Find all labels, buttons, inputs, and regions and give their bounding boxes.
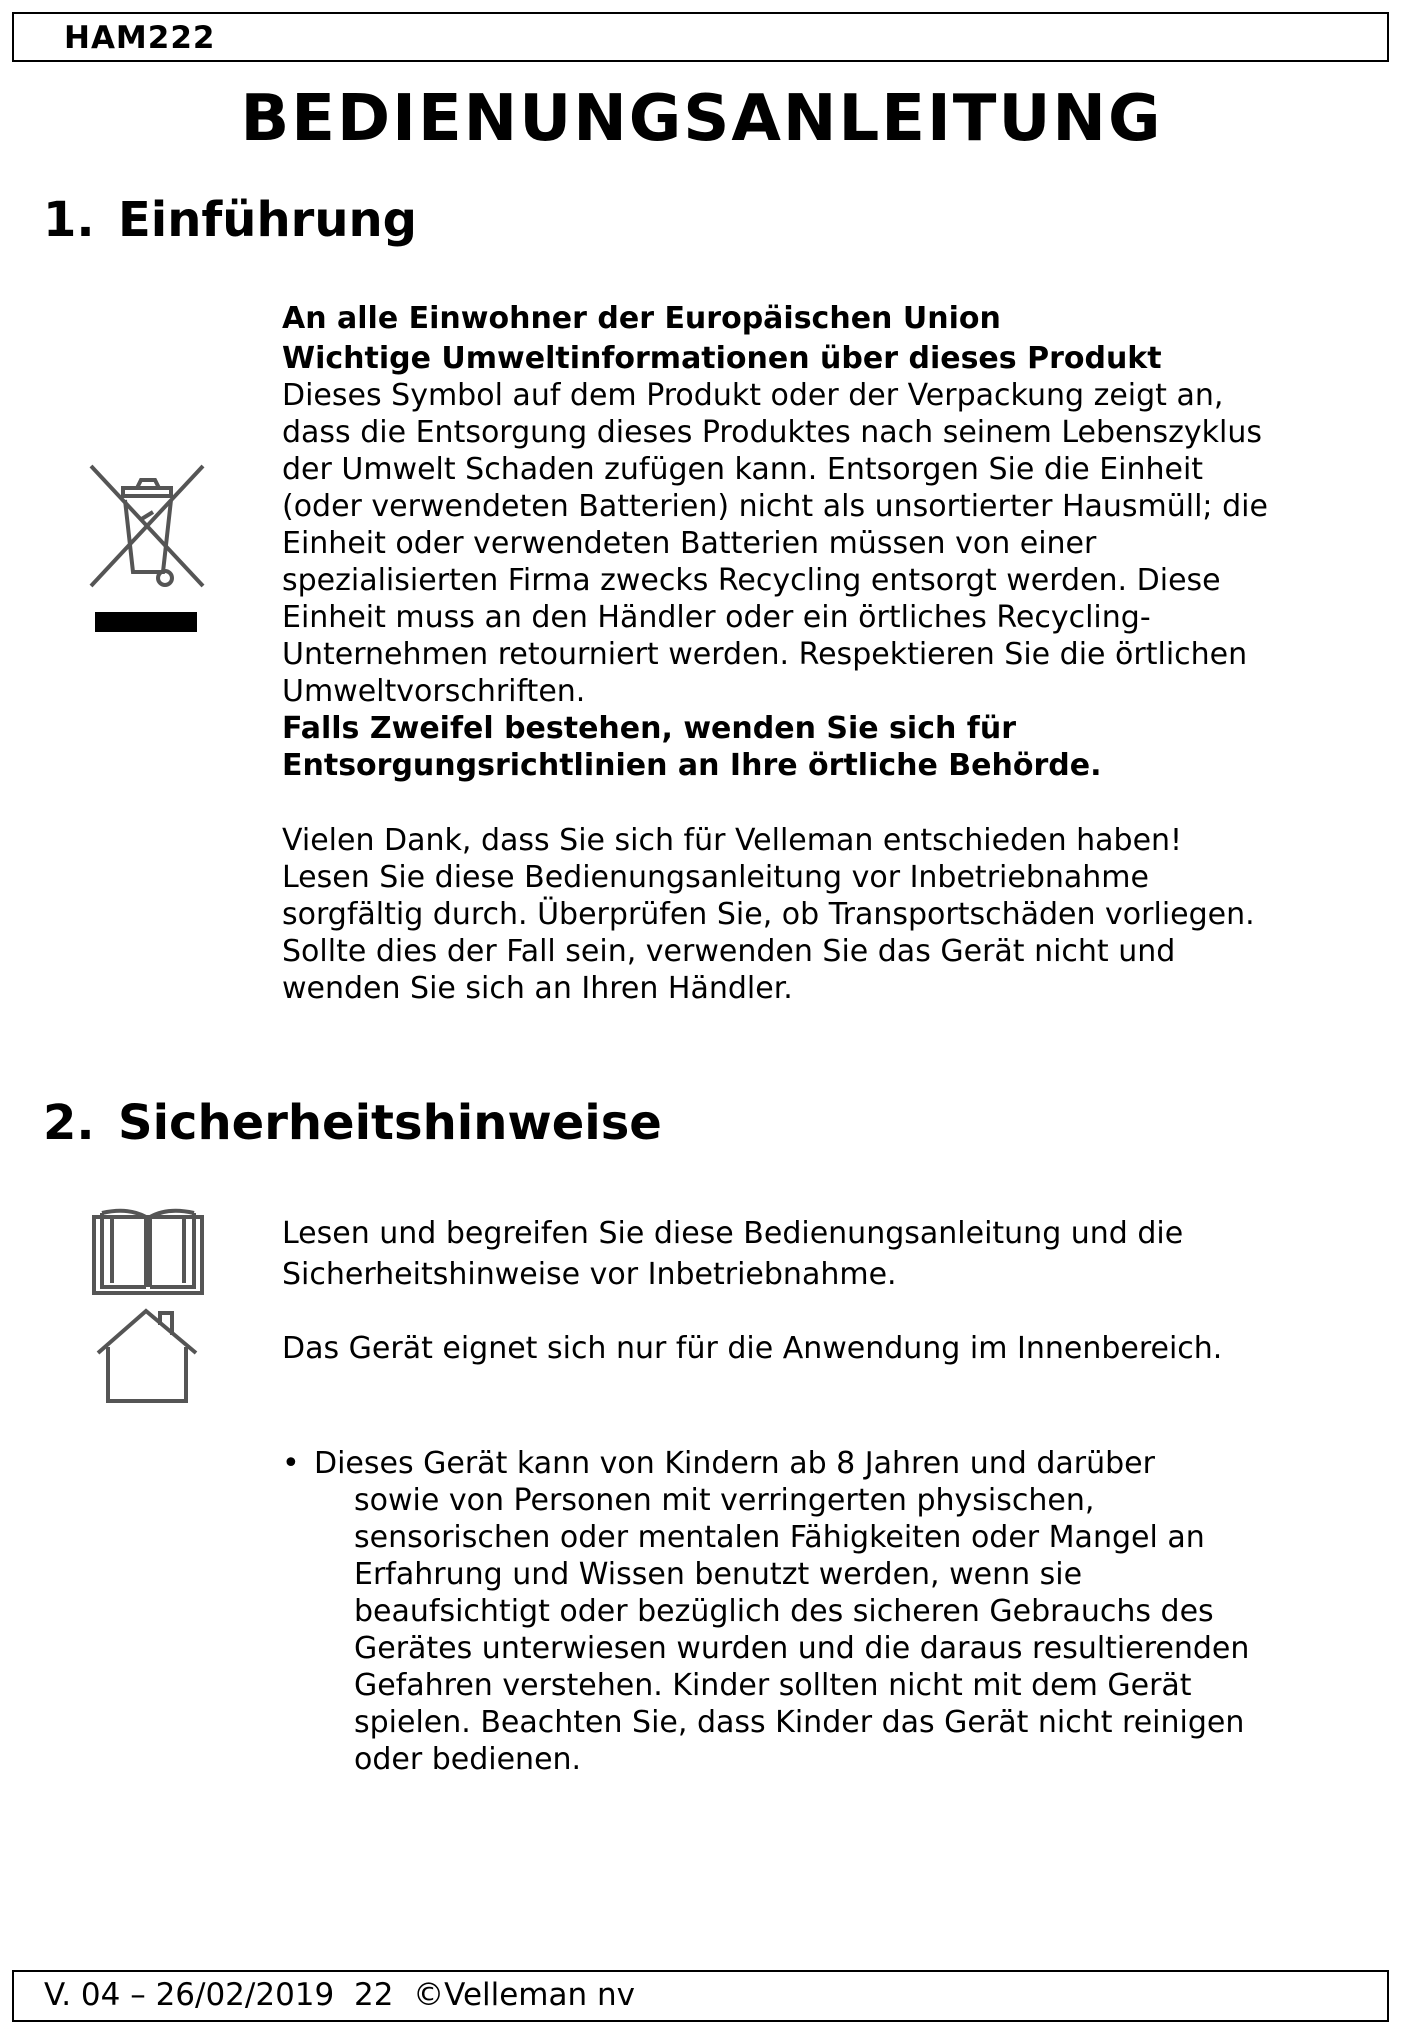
section-2-heading [43, 1095, 662, 1151]
environment-line: Unternehmen retourniert werden. Respektieren Sie die örtlichen [282, 637, 1248, 672]
environment-line: Einheit oder verwendeten Batterien müssen von einer [282, 526, 1097, 561]
list-item [282, 1445, 1362, 1778]
bullet-list [282, 1445, 1362, 1778]
thanks-line: wenden Sie sich an Ihren Händler. [282, 971, 793, 1006]
crossed-out-wheelie-bin-icon [85, 460, 215, 640]
section-2-number: 2. [43, 1095, 95, 1151]
bullet-line: spielen. Beachten Sie, dass Kinder das Gerät nicht reinigen [354, 1705, 1245, 1740]
environment-line: Dieses Symbol auf dem Produkt oder der Verpackung zeigt an, [282, 378, 1224, 413]
bullet-line: Dieses Gerät kann von Kindern ab 8 Jahren und darüber [314, 1446, 1155, 1481]
section-1-text [282, 300, 1342, 1007]
section-1-heading [43, 192, 417, 248]
footer-copyright: ©Velleman nv [413, 1977, 635, 2013]
bullet-marker: • [282, 1446, 300, 1481]
bullet-line: Gefahren verstehen. Kinder sollten nicht mit dem Gerät [354, 1668, 1192, 1703]
environment-line: Umweltvorschriften. [282, 674, 586, 709]
bullet-line: sowie von Personen mit verringerten physischen, [354, 1483, 1095, 1518]
bullet-line: oder bedienen. [354, 1742, 582, 1777]
environment-line: der Umwelt Schaden zufügen kann. Entsorgen Sie die Einheit [282, 452, 1204, 487]
thanks-line: sorgfältig durch. Überprüfen Sie, ob Transportschäden vorliegen. [282, 897, 1255, 932]
environment-line: dass die Entsorgung dieses Produktes nach seinem Lebenszyklus [282, 415, 1262, 450]
thanks-line: Lesen Sie diese Bedienungsanleitung vor Inbetriebnahme [282, 860, 1149, 895]
environment-line: (oder verwendeten Batterien) nicht als unsortierter Hausmüll; die [282, 489, 1268, 524]
footer-box [12, 1970, 1389, 2022]
indoor-line: Das Gerät eignet sich nur für die Anwendung im Innenbereich. [282, 1331, 1223, 1366]
read-line: Sicherheitshinweise vor Inbetriebnahme. [282, 1257, 897, 1292]
doubt-line: Entsorgungsrichtlinien an Ihre örtliche Behörde. [282, 748, 1102, 783]
read-line: Lesen und begreifen Sie diese Bedienungsanleitung und die [282, 1216, 1184, 1251]
environment-line: Einheit muss an den Händler oder ein örtliches Recycling- [282, 600, 1151, 635]
footer-text [44, 1977, 635, 2013]
bullet-text [314, 1445, 1249, 1778]
environment-line: spezialisierten Firma zwecks Recycling entsorgt werden. Diese [282, 563, 1221, 598]
thanks-line: Vielen Dank, dass Sie sich für Velleman entschieden haben! [282, 823, 1183, 858]
environment-heading: Wichtige Umweltinformationen über dieses Produkt [282, 341, 1162, 376]
house-icon [90, 1305, 205, 1405]
open-book-icon [88, 1205, 208, 1300]
section-1-title: Einführung [118, 192, 418, 248]
bullet-line: beaufsichtigt oder bezüglich des sicheren Gebrauchs des [354, 1594, 1214, 1629]
eu-heading: An alle Einwohner der Europäischen Union [282, 301, 1001, 336]
thanks-line: Sollte dies der Fall sein, verwenden Sie das Gerät nicht und [282, 934, 1176, 969]
section-1-number: 1. [43, 192, 95, 248]
section-2-title: Sicherheitshinweise [118, 1095, 662, 1151]
doubt-line: Falls Zweifel bestehen, wenden Sie sich für [282, 711, 1016, 746]
footer-page-number: 22 [353, 1977, 394, 2013]
bullet-line: sensorischen oder mentalen Fähigkeiten oder Mangel an [354, 1520, 1205, 1555]
header-box [12, 12, 1389, 62]
bullet-line: Gerätes unterwiesen wurden und die daraus resultierenden [354, 1631, 1250, 1666]
footer-version: V. 04 – 26/02/2019 [44, 1977, 335, 2013]
bullet-line: Erfahrung und Wissen benutzt werden, wenn sie [354, 1557, 1083, 1592]
document-title: BEDIENUNGSANLEITUNG [240, 82, 1163, 156]
model-number: HAM222 [64, 20, 216, 56]
section-2-text [282, 1215, 1342, 1367]
